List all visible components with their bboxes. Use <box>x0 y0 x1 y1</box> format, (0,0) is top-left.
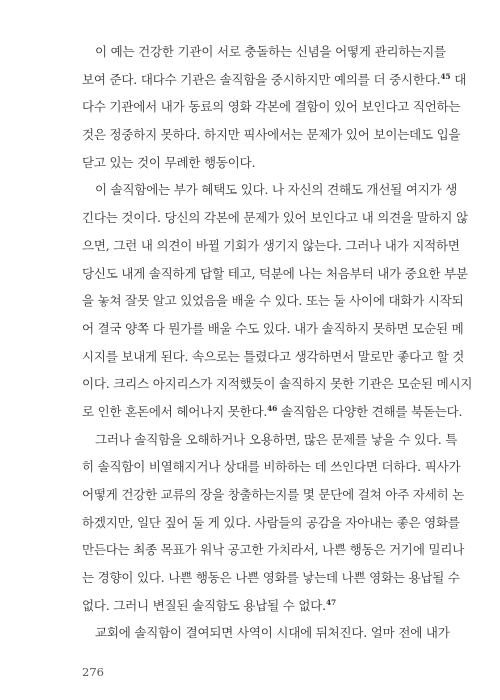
text-line <box>82 481 465 509</box>
text-line <box>82 509 460 537</box>
line-text: 이다. 크리스 아지리스가 지적했듯이 솔직하지 못한 기관은 모순된 메시지 <box>82 376 473 392</box>
text-line <box>82 426 458 454</box>
text-line <box>82 149 428 177</box>
paragraph <box>82 426 465 620</box>
text-line <box>82 260 468 288</box>
text-line <box>82 536 465 564</box>
footnote-marker: 47 <box>325 597 336 607</box>
line-text: 닫고 있는 것이 무례한 행동이다. <box>82 154 256 170</box>
body-text <box>82 38 473 647</box>
line-text: 을 놓쳐 잘못 알고 있었음을 배울 수 있다. 또는 둘 사이에 대화가 시작되 <box>82 293 464 309</box>
line-text: 하겠지만, 일단 짚어 둘 게 있다. 사람들의 공감을 자아내는 좋은 영화를 <box>82 514 460 530</box>
line-text: 어떻게 건강한 교류의 장을 창출하는지를 몇 문단에 걸쳐 아주 자세히 논 <box>82 487 465 502</box>
line-text: 로 인한 혼돈에서 헤어나지 못한다. <box>82 403 268 419</box>
line-text: 긴다는 것이다. 당신의 각본에 문제가 있어 보인다고 내 의견을 말하지 않 <box>82 210 468 226</box>
line-text: 히 솔직함이 비열해지거나 상대를 비하하는 데 쓰인다면 더하다. 픽사가 <box>82 459 461 475</box>
line-text: 것은 정중하지 못하다. 하지만 픽사에서는 문제가 있어 보이는데도 입을 <box>82 127 461 143</box>
line-text: 시지를 보내게 된다. 속으로는 틀렸다고 생각하면서 말로만 좋다고 할 것 <box>82 348 465 364</box>
line-text-after-footnote: 대 <box>450 71 467 87</box>
text-line <box>82 592 428 620</box>
text-line <box>82 121 461 149</box>
line-text: 만든다는 최종 목표가 워낙 공고한 가치라서, 나쁜 행동은 거기에 밀리나 <box>82 542 465 558</box>
page-number: 276 <box>82 665 104 679</box>
line-text: 이 예는 건강한 기관이 서로 충돌하는 신념을 어떻게 관리하는지를 <box>95 44 446 59</box>
paragraph <box>82 38 467 176</box>
footnote-marker: 45 <box>440 71 451 81</box>
text-line <box>82 370 473 398</box>
footnote-marker: 46 <box>267 403 278 413</box>
line-text: 그러나 솔직함을 오해하거나 오용하면, 많은 문제를 낳을 수 있다. 특 <box>95 431 458 447</box>
paragraph <box>82 619 450 647</box>
text-line <box>82 398 463 426</box>
line-text: 다수 기관에서 내가 동료의 영화 각본에 결함이 있어 보인다고 직언하는 <box>82 99 461 115</box>
line-text: 어 결국 양쪽 다 뭔가를 배울 수도 있다. 내가 솔직하지 못하면 모순된 메 <box>82 320 464 336</box>
text-line <box>82 93 461 121</box>
text-line <box>82 176 458 204</box>
text-line <box>82 232 460 260</box>
text-line <box>82 38 446 66</box>
text-line <box>82 619 450 647</box>
line-text: 없다. 그러니 변질된 솔직함도 용납될 수 없다. <box>82 597 326 613</box>
text-line <box>82 66 467 94</box>
line-text: 이 솔직함에는 부가 혜택도 있다. 나 자신의 견해도 개선될 여지가 생 <box>95 182 458 198</box>
line-text: 교회에 솔직함이 결여되면 사역이 시대에 뒤처진다. 얼마 전에 내가 <box>95 625 450 641</box>
line-text-after-footnote: 솔직함은 다양한 견해를 북돋는다. <box>277 403 463 419</box>
text-line <box>82 204 468 232</box>
line-text: 당신도 내게 솔직하게 답할 테고, 덕분에 나는 처음부터 내가 중요한 부분 <box>82 265 468 281</box>
text-line <box>82 287 464 315</box>
paragraph <box>82 176 473 425</box>
text-line <box>82 315 464 343</box>
line-text: 보여 준다. 대다수 기관은 솔직함을 중시하지만 예의를 더 중시한다. <box>82 71 441 87</box>
line-text: 는 경향이 있다. 나쁜 행동은 나쁜 영화를 낳는데 나쁜 영화는 용납될 수 <box>82 570 460 586</box>
text-line <box>82 343 465 371</box>
text-line <box>82 453 461 481</box>
line-text: 으면, 그런 내 의견이 바뀔 기회가 생기지 않는다. 그러나 내가 지적하면 <box>82 237 460 253</box>
text-line <box>82 564 460 592</box>
